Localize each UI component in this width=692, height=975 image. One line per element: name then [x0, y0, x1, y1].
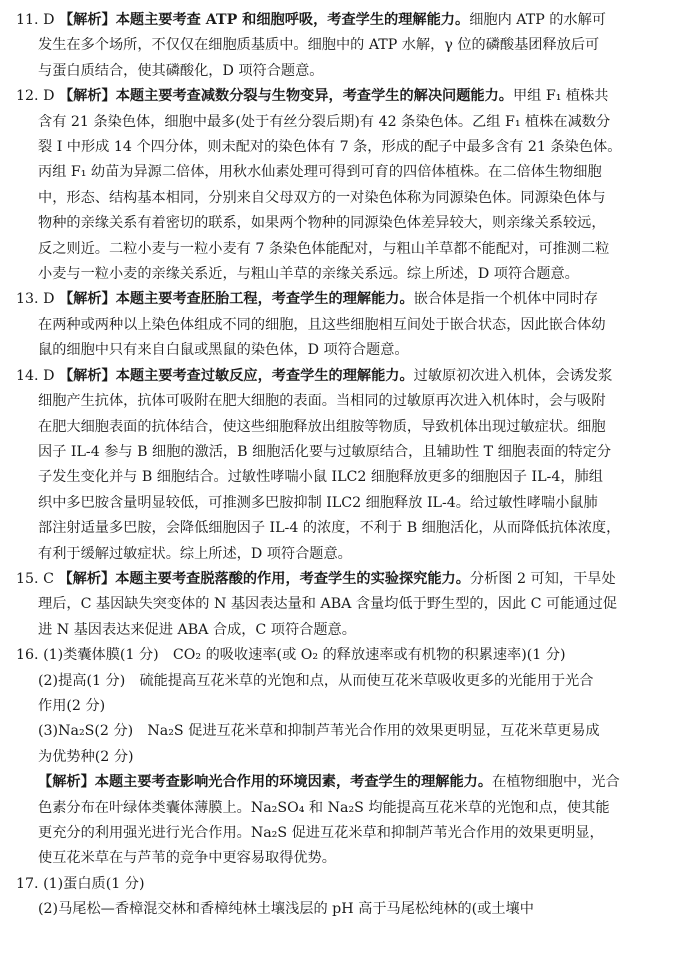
text-line [16, 465, 676, 490]
question-number: 16. [16, 647, 44, 664]
answer-text: 物种的亲缘关系有着密切的联系，如果两个物种的同源染色体差异较大，则亲缘关系较远， [38, 215, 606, 232]
answer-text: (3)Na₂S(2 分) Na₂S 促进互花米草和抑制芦苇光合作用的效果更明显，互花米草更易成 [38, 723, 600, 740]
answer-text: 部注射适量多巴胺，会降低细胞因子 IL-4 的浓度，不利于 B 细胞活化，从而降低抗体浓度， [38, 520, 621, 537]
answer-text: 反之则近。二粒小麦与一粒小麦有 7 条染色体能配对，与粗山羊草都不能配对，可推测二粒 [38, 240, 610, 257]
text-line [16, 84, 676, 109]
answer-text: 与蛋白质结合，使其磷酸化，D 项符合题意。 [38, 62, 324, 79]
text-line [16, 491, 676, 516]
question-number: 17. [16, 875, 44, 892]
answer-text: 中，形态、结构基本相同，分别来自父母双方的一对染色体称为同源染色体。同源染色体与 [38, 189, 606, 206]
answer-text: 在植物细胞中，光合 [492, 774, 620, 791]
answer-text: 在两种或两种以上染色体组成不同的细胞，且这些细胞相互间处于嵌合状态，因此嵌合体幼 [38, 316, 606, 333]
answer-item-q12 [16, 84, 676, 287]
text-line [16, 821, 676, 846]
text-line [16, 846, 676, 871]
analysis-heading: 【解析】本题主要考查减数分裂与生物变异，考查学生的解决问题能力。 [58, 88, 513, 105]
analysis-heading: 【解析】本题主要考查 ATP 和细胞呼吸，考查学生的理解能力。 [58, 12, 470, 28]
answer-text: 进 N 基因表达来促进 ABA 合成，C 项符合题意。 [38, 621, 356, 638]
answer-item-q17 [16, 872, 676, 923]
answer-text: 鼠的细胞中只有来自白鼠或黑鼠的染色体，D 项符合题意。 [38, 342, 409, 359]
answer-text: 细胞内 ATP 的水解可 [469, 12, 606, 28]
answer-text: 分析图 2 可知，干旱处 [469, 570, 616, 587]
answer-text: 甲组 F₁ 植株共 [512, 88, 609, 105]
answer-text: 细胞产生抗体，抗体可吸附在肥大细胞的表面。当相同的过敏原再次进入机体时，会与吸附 [38, 393, 606, 410]
answer-item-q11 [16, 8, 676, 84]
text-line [16, 262, 676, 287]
text-line [16, 287, 676, 312]
text-line [16, 796, 676, 821]
answer-item-q15 [16, 567, 676, 643]
text-line [16, 770, 676, 795]
question-number: 13. D [16, 291, 59, 308]
analysis-heading: 【解析】本题主要考查脱落酸的作用，考查学生的实验探究能力。 [58, 570, 470, 587]
text-line [16, 440, 676, 465]
text-line [16, 694, 676, 719]
answer-text: 更充分的利用强光进行光合作用。Na₂S 促进互花米草和抑制芦苇光合作用的效果更明显， [38, 825, 604, 841]
analysis-heading: 【解析】本题主要考查过敏反应，考查学生的理解能力。 [58, 367, 414, 384]
answer-text: 因子 IL-4 参与 B 细胞的激活，B 细胞活化要与过敏原结合，且辅助性 T 细胞表面的特定分 [38, 443, 612, 460]
answer-text: 子发生变化并与 B 细胞结合。过敏性哮喘小鼠 ILC2 细胞释放更多的细胞因子 IL-4，肺组 [38, 469, 603, 486]
answer-text: 使互花米草在与芦苇的竞争中更容易取得优势。 [38, 850, 336, 867]
text-line [16, 313, 676, 338]
answer-text: 嵌合体是指一个机体中同时存 [413, 291, 599, 308]
answer-text: (1)蛋白质(1 分) [43, 875, 145, 892]
text-line [16, 669, 676, 694]
question-number: 11. D [16, 12, 59, 28]
text-line [16, 160, 676, 185]
text-line [16, 186, 676, 211]
answer-text: 作用(2 分) [38, 697, 106, 714]
text-line [16, 567, 676, 592]
answer-item-q13 [16, 287, 676, 363]
text-line [16, 8, 676, 33]
question-number: 15. C [16, 570, 59, 587]
analysis-heading: 【解析】本题主要考查胚胎工程，考查学生的理解能力。 [58, 291, 414, 308]
answer-text: 在肥大细胞表面的抗体结合，使这些细胞释放出组胺等物质，导致机体出现过敏症状。细胞 [38, 418, 606, 435]
answer-text: (2)提高(1 分) 硫能提高互花米草的光饱和点，从而使互花米草吸收更多的光能用于光合 [38, 672, 594, 689]
text-line [16, 542, 676, 567]
answer-text: 发生在多个场所，不仅仅在细胞质基质中。细胞中的 ATP 水解，γ 位的磷酸基团释放后可 [38, 37, 600, 54]
question-number: 14. D [16, 367, 59, 384]
text-line [16, 110, 676, 135]
text-line [16, 592, 676, 617]
answer-text: 丙组 F₁ 幼苗为异源二倍体，用秋水仙素处理可得到可育的四倍体植株。在二倍体生物细胞 [38, 164, 602, 181]
question-number: 12. D [16, 88, 59, 105]
text-line [16, 516, 676, 541]
text-line [16, 643, 676, 668]
text-line [16, 745, 676, 770]
answer-text: 色素分布在叶绿体类囊体薄膜上。Na₂SO₄ 和 Na₂S 均能提高互花米草的光饱和点，使其能 [38, 799, 610, 816]
text-line [16, 135, 676, 160]
answer-text: 过敏原初次进入机体，会诱发浆 [413, 367, 613, 384]
answer-text: (2)马尾松—香樟混交林和香樟纯林土壤浅层的 pH 高于马尾松纯林的(或土壤中 [38, 901, 534, 918]
answer-text: 含有 21 条染色体，细胞中最多(处于有丝分裂后期)有 42 条染色体。乙组 F₁ 植株在减数分 [38, 113, 611, 130]
answer-item-q14 [16, 364, 676, 567]
text-line [16, 211, 676, 236]
answer-text: (1)类囊体膜(1 分) CO₂ 的吸收速率(或 O₂ 的释放速率或有机物的积累速率)(1 分) [43, 647, 566, 664]
text-line [16, 338, 676, 363]
text-line [16, 389, 676, 414]
text-line [16, 618, 676, 643]
text-line [16, 33, 676, 58]
answer-item-q16 [16, 643, 676, 872]
text-line [16, 237, 676, 262]
text-line [16, 415, 676, 440]
text-line [16, 872, 676, 897]
answer-text: 裂 Ⅰ 中形成 14 个四分体，则未配对的染色体有 7 条，形成的配子中最多含有 21 条染色体。 [38, 139, 622, 156]
text-line [16, 59, 676, 84]
text-line [16, 719, 676, 744]
answer-text: 织中多巴胺含量明显较低，可推测多巴胺抑制 ILC2 细胞释放 IL-4。给过敏性哮喘小鼠肺 [38, 494, 598, 511]
analysis-heading: 【解析】本题主要考查影响光合作用的环境因素，考查学生的理解能力。 [38, 774, 493, 791]
text-line [16, 897, 676, 922]
text-line [16, 364, 676, 389]
answer-text: 小麦与一粒小麦的亲缘关系近，与粗山羊草的亲缘关系远。综上所述，D 项符合题意。 [38, 266, 579, 283]
answer-text: 理后，C 基因缺失突变体的 N 基因表达量和 ABA 含量均低于野生型的，因此 C 可能通过促 [38, 596, 617, 613]
answer-text: 有利于缓解过敏症状。综上所述，D 项符合题意。 [38, 545, 352, 562]
answer-text: 为优势种(2 分) [38, 748, 134, 765]
